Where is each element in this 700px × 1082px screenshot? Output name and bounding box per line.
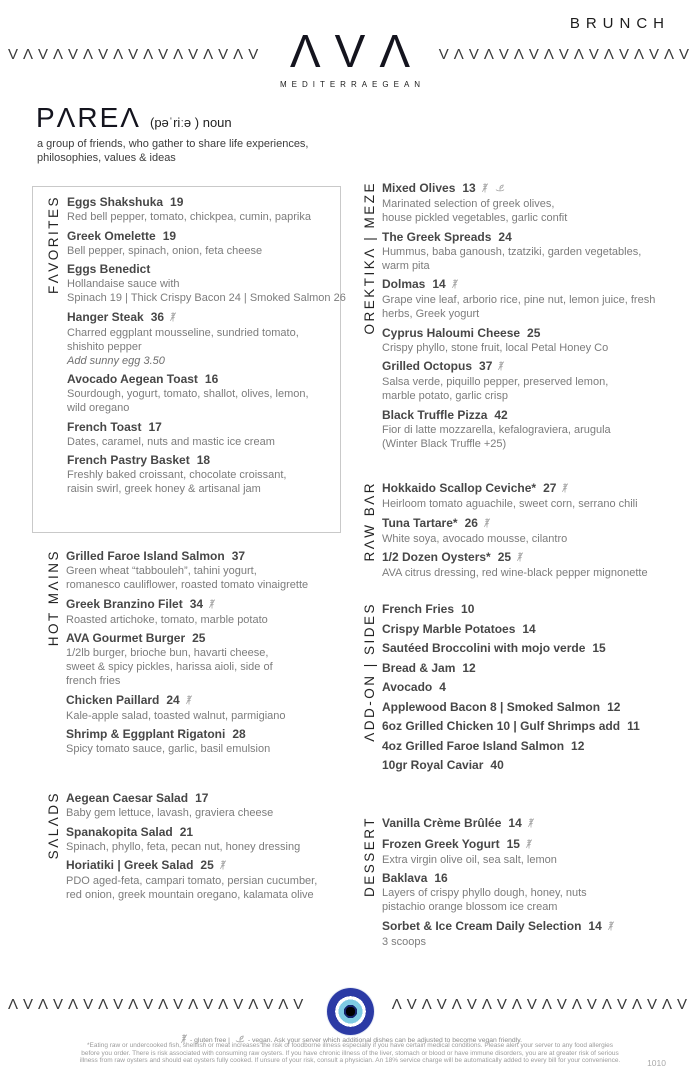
menu-item — [67, 372, 340, 415]
menu-item — [66, 858, 352, 902]
section-favorites — [32, 186, 346, 533]
legend-vegan-text: - vegan. Ask your server which additional dishes can be adjusted to become vegan friendly. — [247, 1037, 522, 1044]
item-name-row — [382, 661, 694, 676]
menu-item — [382, 680, 694, 695]
item-price: 13 — [462, 181, 476, 195]
menu-item — [382, 326, 694, 355]
section-label-salads: SΛLΛDS — [46, 791, 61, 860]
item-name-row — [66, 631, 352, 646]
item-name: 1/2 Dozen Oysters* — [382, 550, 491, 564]
zigzag-divider-bottom-left: ΛVΛVΛVΛVΛVΛVΛVΛVΛVΛV — [8, 996, 309, 1013]
menu-item — [382, 816, 694, 832]
menu-item — [67, 453, 340, 496]
item-name-row — [66, 693, 352, 709]
menu-item — [66, 693, 352, 723]
item-description: Marinated selection of greek olives, — [382, 198, 555, 210]
section-dessert — [362, 816, 694, 953]
item-price: 19 — [170, 195, 184, 209]
item-name-row — [382, 719, 694, 734]
menu-item — [382, 277, 694, 321]
item-price: 17 — [195, 791, 209, 805]
gluten-free-icon — [169, 311, 177, 326]
item-name: Mixed Olives — [382, 181, 456, 195]
item-name: Shrimp & Eggplant Rigatoni — [66, 727, 226, 741]
item-name-row — [382, 816, 694, 832]
menu-item — [66, 631, 352, 688]
item-name: Chicken Paillard — [66, 692, 160, 707]
item-description: Heirloom tomato aguachile, sweet corn, serrano chili — [382, 498, 638, 510]
item-description: red onion, greek mountain oregano, kalamata olive — [66, 889, 314, 901]
item-price: 16 — [434, 871, 448, 885]
item-price: 24 — [166, 692, 180, 707]
item-description: Roasted artichoke, tomato, marble potato — [66, 613, 268, 626]
menu-item — [382, 661, 694, 676]
item-name: Hokkaido Scallop Ceviche* — [382, 481, 537, 495]
item-description: Hummus, baba ganoush, tzatziki, garden vegetables, — [382, 245, 642, 258]
menu-item — [382, 871, 694, 914]
item-name: Avocado Aegean Toast — [67, 372, 198, 386]
menu-item — [66, 549, 352, 592]
item-name-row — [66, 727, 352, 742]
menu-item — [382, 719, 694, 734]
item-name: Vanilla Crème Brûlée — [382, 816, 502, 830]
item-name: Avocado — [382, 680, 433, 694]
item-description: Extra virgin olive oil, sea salt, lemon — [382, 853, 557, 866]
menu-item — [382, 919, 694, 949]
item-description: Green wheat “tabbouleh”, tahini yogurt, — [66, 565, 257, 577]
item-name: Eggs Benedict — [67, 262, 151, 276]
item-name: Dolmas — [382, 277, 426, 291]
item-name: AVA Gourmet Burger — [66, 631, 186, 645]
item-price: 37 — [479, 359, 493, 373]
disclaimer-line: *Eating raw or undercooked fish, shellfish or meat increases the risk of foodborne illness especially if you have certain medical conditions. Please alert your server to any food allergies — [86, 1042, 614, 1049]
item-price: 18 — [196, 453, 211, 467]
item-price: 25 — [497, 550, 512, 564]
item-name-row — [382, 680, 694, 695]
ava-logo: ΛVΛ — [289, 25, 425, 77]
item-name-row — [382, 481, 694, 497]
item-name-row — [382, 550, 694, 566]
gluten-free-icon — [219, 859, 227, 874]
item-description: house pickled vegetables, garlic confit — [382, 212, 568, 224]
item-name: Spanakopita Salad — [66, 824, 173, 839]
item-price: 10 — [461, 602, 475, 616]
menu-item — [382, 408, 694, 451]
item-price: 21 — [179, 824, 194, 839]
item-price: 14 — [508, 816, 522, 830]
item-price: 15 — [592, 641, 606, 655]
section-hot-mains — [32, 549, 352, 761]
item-price: 12 — [571, 738, 585, 753]
item-name-row — [382, 326, 694, 341]
item-description: 1/2lb burger, brioche bun, havarti cheese, — [66, 647, 269, 659]
gluten-free-icon — [516, 551, 524, 566]
legend-gluten-free-text: - gluten free | — [190, 1037, 230, 1044]
item-name-row — [382, 919, 694, 935]
item-price: 25 — [192, 631, 206, 645]
gluten-free-icon — [208, 598, 216, 613]
menu-item — [66, 597, 352, 627]
section-raw-bar — [362, 481, 694, 585]
gluten-free-icon — [497, 360, 505, 375]
menu-item — [67, 262, 346, 305]
item-name-row — [382, 739, 694, 754]
item-name: Eggs Shakshuka — [67, 195, 164, 209]
item-description: wild oregano — [67, 402, 130, 414]
item-name-row — [67, 195, 340, 210]
item-name: Aegean Caesar Salad — [66, 791, 189, 805]
item-name-row — [382, 359, 694, 375]
item-description: Spinach, phyllo, feta, pecan nut, honey dressing — [66, 840, 301, 853]
item-name-row — [382, 700, 694, 715]
menu-item — [382, 622, 694, 637]
item-description: Crispy phyllo, stone fruit, local Petal Honey Co — [382, 341, 609, 354]
item-name-row — [382, 871, 694, 886]
item-price: 28 — [232, 727, 246, 741]
section-label-raw-bar: RΛW BΛR — [362, 481, 377, 562]
item-description: 3 scoops — [382, 935, 427, 948]
item-name-row — [382, 181, 694, 197]
item-name-row — [382, 408, 694, 423]
item-name-row — [382, 641, 694, 656]
ava-logo-subtitle: MEDITERRAEGEAN — [279, 80, 426, 89]
item-description: Dates, caramel, nuts and mastic ice cream — [67, 435, 275, 448]
menu-item — [66, 825, 352, 854]
item-name: Greek Branzino Filet — [66, 596, 183, 611]
item-description: herbs, Greek yogurt — [382, 308, 480, 320]
item-description: romanesco cauliflower, roasted tomato vinaigrette — [66, 579, 309, 591]
item-name: Hanger Steak — [67, 309, 144, 324]
item-name: Grilled Octopus — [382, 359, 473, 373]
item-name-row — [382, 758, 694, 773]
item-price: 16 — [204, 372, 219, 386]
item-description: pistachio orange blossom ice cream — [382, 901, 558, 913]
menu-item — [67, 420, 340, 449]
item-name: Grilled Faroe Island Salmon — [66, 549, 225, 563]
item-name: French Toast — [67, 419, 142, 434]
menu-item — [382, 641, 694, 656]
item-price: 37 — [231, 549, 246, 563]
item-name: Bread & Jam — [382, 660, 456, 675]
gluten-free-icon — [527, 817, 535, 832]
item-name: Black Truffle Pizza — [382, 407, 488, 422]
section-salads — [32, 791, 352, 907]
item-price: 36 — [150, 309, 165, 324]
item-name: Sautéed Broccolini with mojo verde — [382, 641, 586, 655]
item-name-row — [67, 420, 340, 435]
item-name: French Fries — [382, 602, 455, 616]
item-description: warm pita — [382, 259, 430, 272]
item-description: Baby gem lettuce, lavash, graviera cheese — [66, 807, 274, 819]
menu-item — [382, 837, 694, 867]
item-name: Horiatiki | Greek Salad — [66, 858, 194, 872]
menu-item — [382, 516, 694, 546]
item-name-row — [67, 262, 340, 277]
item-name: Frozen Greek Yogurt — [382, 836, 500, 851]
item-description: (Winter Black Truffle +25) — [382, 437, 507, 450]
item-name: Cyprus Haloumi Cheese — [382, 325, 521, 340]
gluten-free-icon — [451, 278, 459, 293]
item-price: 34 — [189, 596, 204, 611]
item-description: Spicy tomato sauce, garlic, basil emulsion — [66, 743, 271, 755]
menu-item — [66, 727, 352, 756]
item-name: Tuna Tartare* — [382, 515, 458, 530]
item-description: raisin swirl, greek honey & artisanal jam — [67, 483, 261, 495]
disclaimer-line: before you order. There is risk associated with consuming raw oysters. If you have chronic illness of the liver, stomach or blood or have immune disorders, you are at greater risk of serious — [81, 1049, 619, 1057]
item-description: Kale-apple salad, toasted walnut, parmigiano — [66, 709, 286, 722]
item-description: PDO aged-feta, campari tomato, persian cucumber, — [66, 875, 318, 887]
menu-item — [382, 181, 694, 225]
section-orektika-meze — [362, 181, 694, 455]
item-name: Greek Omelette — [67, 228, 156, 243]
item-name: Applewood Bacon 8 | Smoked Salmon — [382, 699, 601, 714]
item-price: 27 — [543, 481, 557, 495]
item-description: AVA citrus dressing, red wine-black pepper mignonette — [382, 567, 648, 579]
section-label-orektika-meze: OREKTIKΛ | MEZE — [362, 181, 377, 335]
menu-item — [67, 310, 340, 368]
item-price: 19 — [162, 228, 177, 243]
item-price: 14 — [588, 918, 602, 933]
section-label-hot-mains: HOT MΛINS — [46, 549, 61, 647]
section-addon-sides — [362, 602, 694, 778]
parea-definition-heading — [36, 102, 232, 134]
item-description: shishito pepper — [67, 340, 142, 353]
menu-item — [382, 550, 694, 580]
gluten-free-icon — [561, 482, 569, 497]
item-price: 26 — [464, 515, 478, 530]
item-description: Red bell pepper, tomato, chickpea, cumin, paprika — [67, 211, 311, 223]
item-name: 10gr Royal Caviar — [382, 758, 484, 772]
menu-item — [382, 481, 694, 511]
item-description: Spinach 19 | Thick Crispy Bacon 24 | Smoked Salmon 26 — [67, 292, 346, 304]
item-price: 12 — [462, 660, 476, 675]
item-name-row — [382, 837, 694, 853]
section-label-dessert: DESSERT — [362, 816, 377, 898]
item-price: 14 — [522, 621, 536, 636]
item-name-row — [382, 230, 694, 245]
menu-item — [382, 359, 694, 403]
item-name-row — [67, 372, 340, 387]
item-price: 40 — [490, 758, 504, 772]
item-name-row — [67, 310, 340, 326]
vegan-icon — [494, 182, 506, 197]
parea-pronunciation: (pəˈriːə ) noun — [149, 115, 232, 130]
item-description: sweet & spicy pickles, harissa aioli, side of — [66, 661, 273, 673]
zigzag-divider-top-left: VΛVΛVΛVΛVΛVΛVΛVΛV — [8, 46, 264, 63]
item-price: 25 — [527, 325, 541, 340]
menu-type-title: BRUNCH — [569, 15, 670, 32]
item-name: 4oz Grilled Faroe Island Salmon — [382, 738, 565, 753]
item-description: Grape vine leaf, arborio rice, pine nut, lemon juice, fresh — [382, 294, 656, 306]
item-name-row — [67, 453, 340, 468]
item-note: Add sunny egg 3.50 — [67, 354, 165, 367]
item-name-row — [382, 602, 694, 617]
item-description: Layers of crispy phyllo dough, honey, nuts — [382, 887, 587, 899]
item-description: Fior di latte mozzarella, kefalograviera, arugula — [382, 423, 611, 436]
item-name-row — [382, 622, 694, 637]
item-description: french fries — [66, 675, 121, 687]
item-name-row — [382, 516, 694, 532]
item-description: Bell pepper, spinach, onion, feta cheese — [67, 244, 263, 257]
item-name-row — [66, 549, 352, 564]
menu-item — [382, 230, 694, 273]
item-price: 24 — [498, 229, 512, 244]
item-price: 17 — [148, 419, 162, 434]
parea-definition-line: a group of friends, who gather to share life experiences, — [37, 138, 309, 150]
item-description: Charred eggplant mousseline, sundried tomato, — [67, 326, 299, 339]
gluten-free-icon — [481, 182, 489, 197]
item-description: Freshly baked croissant, chocolate croissant, — [67, 469, 287, 481]
evil-eye-amulet-icon — [327, 988, 374, 1035]
page-number: 1010 — [647, 1058, 666, 1068]
item-description: Salsa verde, piquillo pepper, preserved lemon, — [382, 376, 609, 388]
zigzag-divider-bottom-right: ΛVΛVΛVΛVΛVΛVΛVΛVΛVΛV — [391, 996, 692, 1013]
section-label-addon-sides: ΛDD-ON | SIDES — [362, 602, 377, 742]
item-name: French Pastry Basket — [67, 453, 190, 467]
parea-title: PΛREΛ — [36, 102, 141, 133]
item-name: The Greek Spreads — [382, 229, 492, 244]
menu-item — [382, 758, 694, 773]
item-description: White soya, avocado mousse, cilantro — [382, 532, 568, 545]
item-price: 11 — [627, 719, 640, 733]
item-name: 6oz Grilled Chicken 10 | Gulf Shrimps add — [382, 719, 621, 733]
section-label-favorites: FΛVORITES — [46, 195, 61, 295]
gluten-free-icon — [607, 920, 615, 935]
item-price: 4 — [439, 680, 446, 694]
menu-item — [66, 791, 352, 820]
gluten-free-icon — [483, 517, 491, 532]
gluten-free-icon — [185, 694, 193, 709]
zigzag-divider-top-right: VΛVΛVΛVΛVΛVΛVΛVΛV — [438, 46, 694, 63]
item-name: Crispy Marble Potatoes — [382, 621, 516, 636]
item-name-row — [66, 858, 352, 874]
item-description: marble potato, garlic crisp — [382, 390, 508, 402]
menu-item — [67, 229, 340, 258]
menu-item — [382, 739, 694, 754]
item-price: 42 — [494, 407, 508, 422]
item-name-row — [382, 277, 694, 293]
disclaimer-line: illness from raw oysters and should eat oysters fully cooked. If unsure of your risk, consult a physician. An 18% service charge will be automatically added to every bill for your convenience. — [79, 1057, 621, 1064]
item-description: Sourdough, yogurt, tomato, shallot, olives, lemon, — [67, 388, 309, 400]
item-price: 12 — [607, 699, 621, 714]
item-price: 14 — [432, 277, 446, 291]
item-description: Hollandaise sauce with — [67, 278, 180, 290]
item-name-row — [66, 597, 352, 613]
item-price: 15 — [506, 836, 520, 851]
menu-item — [382, 700, 694, 715]
item-name-row — [66, 791, 352, 806]
item-name-row — [67, 229, 340, 244]
menu-item — [67, 195, 340, 224]
menu-item — [382, 602, 694, 617]
parea-definition-line: philosophies, values & ideas — [37, 152, 176, 164]
item-price: 25 — [200, 858, 214, 872]
item-name-row — [66, 825, 352, 840]
item-name: Baklava — [382, 871, 428, 885]
item-name: Sorbet & Ice Cream Daily Selection — [382, 918, 582, 933]
gluten-free-icon — [525, 838, 533, 853]
